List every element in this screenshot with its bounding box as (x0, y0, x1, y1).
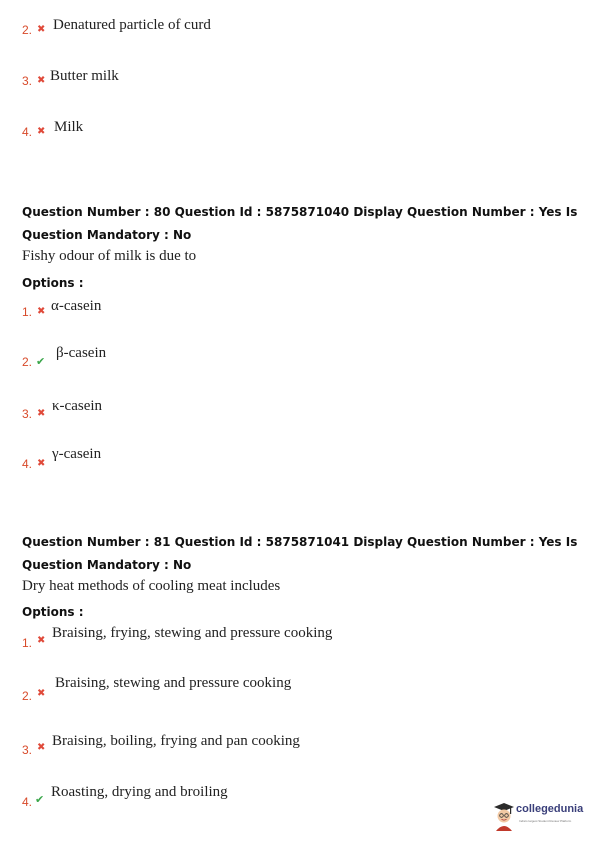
option-text: β-casein (56, 345, 107, 361)
cross-icon: ✖ (37, 306, 46, 317)
option-number: 3. (22, 74, 33, 88)
cross-icon: ✖ (37, 126, 46, 137)
cross-icon: ✖ (37, 75, 46, 86)
question-text: Dry heat methods of cooling meat includes (22, 578, 281, 594)
option-number: 2. (22, 355, 33, 369)
logo-text: collegedunia (516, 803, 584, 815)
option-number: 4. (22, 125, 33, 139)
question-header: Question Number : 80 Question Id : 5875871040 Display Question Number : Yes Is Question Mandatory : No (22, 205, 578, 242)
option-text: Roasting, drying and broiling (51, 784, 228, 800)
option-text: α-casein (51, 298, 102, 314)
cross-icon: ✖ (37, 458, 46, 469)
options-label: Options : (22, 276, 84, 290)
options-label: Options : (22, 605, 84, 619)
option-number: 1. (22, 636, 33, 650)
option-number: 2. (22, 689, 33, 703)
collegedunia-logo (493, 800, 593, 834)
option-number: 4. (22, 457, 33, 471)
check-icon: ✔ (35, 793, 45, 806)
cross-icon: ✖ (37, 742, 46, 753)
question-header: Question Number : 81 Question Id : 5875871041 Display Question Number : Yes Is Question Mandatory : No (22, 535, 578, 572)
option-text: Milk (54, 119, 84, 135)
question-text: Fishy odour of milk is due to (22, 248, 197, 264)
graduate-mascot-icon (493, 802, 515, 832)
option-text: Butter milk (50, 68, 119, 84)
option-text: γ-casein (52, 446, 102, 462)
option-text: Braising, stewing and pressure cooking (55, 675, 292, 691)
option-text: Braising, frying, stewing and pressure cooking (52, 625, 333, 641)
option-number: 3. (22, 743, 33, 757)
cross-icon: ✖ (37, 635, 46, 646)
option-text: Braising, boiling, frying and pan cooking (52, 733, 300, 749)
option-number: 1. (22, 305, 33, 319)
cross-icon: ✖ (37, 688, 46, 699)
logo-tagline: India's largest Student Review Platform (519, 819, 572, 823)
option-number: 3. (22, 407, 33, 421)
option-number: 4. (22, 795, 33, 809)
option-number: 2. (22, 23, 33, 37)
option-text: Denatured particle of curd (53, 17, 211, 33)
check-icon: ✔ (36, 355, 46, 368)
option-text: κ-casein (52, 398, 103, 414)
cross-icon: ✖ (37, 24, 46, 35)
cross-icon: ✖ (37, 408, 46, 419)
